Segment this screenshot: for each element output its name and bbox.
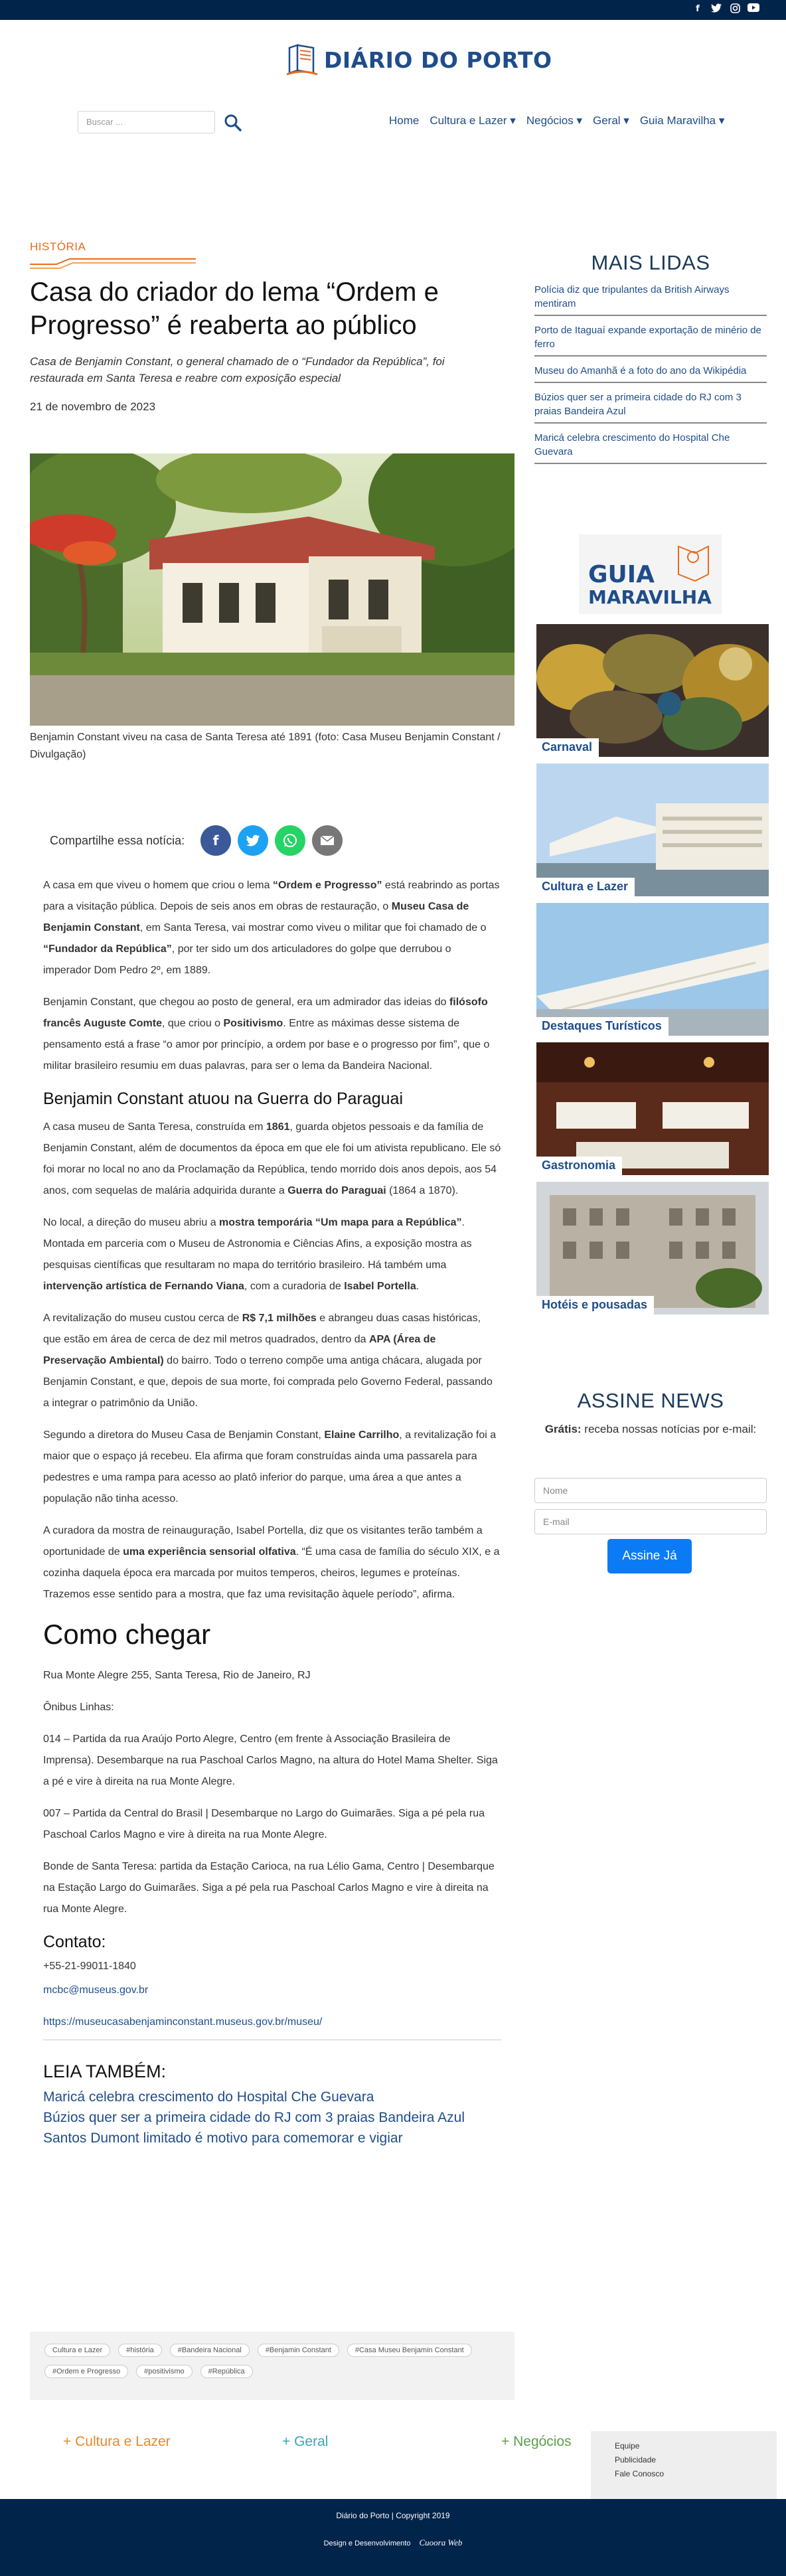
tag[interactable]: #República <box>200 2365 253 2378</box>
share-whatsapp-icon[interactable] <box>275 825 305 856</box>
search-icon[interactable] <box>222 113 244 133</box>
tag[interactable]: #história <box>118 2344 162 2357</box>
main-nav <box>389 114 724 127</box>
mais-lidas-heading: MAIS LIDAS <box>591 251 710 274</box>
newsletter-email-input[interactable]: E-mail <box>534 1509 767 1534</box>
instagram-icon[interactable] <box>729 3 741 15</box>
footer-link-geral[interactable]: + Geral <box>282 2434 329 2449</box>
guia-card-cultura-lazer[interactable] <box>536 764 769 896</box>
guia-card-label: Cultura e Lazer <box>536 878 635 896</box>
bonde-info: Bonde de Santa Teresa: partida da Estação Carioca, na rua Lélio Gama, Centro | Desembarque na Estação Largo do Guimarães. Siga a pé pela rua Paschoal Carlos Magno e vire à direita na rua Monte Alegre. <box>43 1861 495 1915</box>
nav-item-cultura-lazer[interactable]: Cultura e Lazer ▾ <box>430 114 516 127</box>
developer-credit: Design e Desenvolvimento Cuoora Web <box>323 2537 463 2547</box>
guia-card-label: Gastronomia <box>536 1157 622 1175</box>
related-article-link[interactable]: Maricá celebra crescimento do Hospital Che Guevara <box>43 2089 374 2105</box>
museum-website-link[interactable]: https://museucasabenjaminconstant.museus.gov.br/museu/ <box>43 2016 323 2028</box>
facebook-icon[interactable]: f <box>696 4 700 14</box>
guia-maravilha-logo[interactable] <box>579 534 722 614</box>
site-name: DIÁRIO DO PORTO <box>324 46 552 73</box>
bus-line-007: 007 – Partida da Central do Brasil | Desembarque no Largo do Guimarães. Siga a pé pela rua Paschoal Carlos Magno e vire à direita na rua Monte Alegre. <box>43 1808 485 1840</box>
nav-item-negocios[interactable]: Negócios ▾ <box>526 114 582 127</box>
paragraph: A casa museu de Santa Teresa, construída em 1861, guarda objetos pessoais e da família de Benjamin Constant, além de documentos da época em que ele foi um ativista republicano. Ele só foi morar no local no ano da Proclamação da República, tendo morrido dois anos depois, aos 54 anos, com sequelas de malária adquirida durante a Guerra do Paraguai (1864 a 1870). <box>43 1121 501 1196</box>
tags-section <box>30 2332 514 2400</box>
paragraph: A revitalização do museu custou cerca de R$ 7,1 milhões e abrangeu duas casas históricas, que estão em área de cerca de dez mil metros quadrados, dentro da APA (Área de Preservação Ambiental) do bairro. Todo o terreno compõe uma antiga chácara, alugada por Benjamin Constant, e que, depois de sua morte, foi comprada pelo Governo Federal, passando a integrar o patrimônio da União. <box>43 1313 493 1409</box>
article-hero-image <box>30 453 514 726</box>
mais-lidas-list <box>534 281 767 469</box>
bus-lines-label: Ônibus Linhas: <box>43 1702 114 1713</box>
footer-link-equipe[interactable]: Equipe <box>615 2441 640 2451</box>
mais-lidas-item[interactable]: Búzios quer ser a primeira cidade do RJ com 3 praias Bandeira Azul <box>534 388 767 424</box>
article-subtitle: Casa de Benjamin Constant, o general chamado de o “Fundador da República”, foi restaurada em Santa Teresa e reabre com exposição especial <box>30 355 445 384</box>
tag[interactable]: #Benjamin Constant <box>258 2344 339 2357</box>
article-date: 21 de novembro de 2023 <box>30 400 156 413</box>
leia-tambem-heading: LEIA TAMBÉM: <box>43 2061 167 2081</box>
site-logo[interactable] <box>285 41 552 78</box>
image-caption: Benjamin Constant viveu na casa de Santa Teresa até 1891 (foto: Casa Museu Benjamin Constant / Divulgação) <box>30 732 501 760</box>
assine-news-heading: ASSINE NEWS <box>577 1389 724 1412</box>
footer-info-box <box>591 2431 777 2499</box>
contact-phone: +55-21-99011-1840 <box>43 1961 136 1972</box>
mais-lidas-item[interactable]: Porto de Itaguaí expande exportação de minério de ferro <box>534 321 767 357</box>
footer-link-negocios[interactable]: + Negócios <box>501 2434 572 2449</box>
paragraph: Segundo a diretora do Museu Casa de Benjamin Constant, Elaine Carrilho, a revitalização foi a maior que o espaço já recebeu. Ela afirma que foram construídas ainda uma passarela para pedestres e uma rampa para acesso ao platô inferior do parque, uma área a que antes a população não tinha acesso. <box>43 1429 497 1504</box>
share-email-icon[interactable] <box>312 825 343 856</box>
youtube-icon[interactable] <box>747 3 759 15</box>
footer-link-publicidade[interactable]: Publicidade <box>615 2455 657 2464</box>
article-body <box>43 875 501 2148</box>
svg-text:GUIA: GUIA <box>588 561 655 588</box>
paragraph: No local, a direção do museu abriu a mostra temporária “Um mapa para a República”. Montada em parceria com o Museu de Astronomia e Ciências Afins, a exposição mostra as pesquisas científicas que resultaram no mapa do território brasileiro. Há também uma intervenção artística de Fernando Viana, com a curadoria de Isabel Portella. <box>43 1217 472 1292</box>
mais-lidas-item[interactable]: Maricá celebra crescimento do Hospital Che Guevara <box>534 429 767 464</box>
guia-card-label: Hotéis e pousadas <box>536 1296 654 1315</box>
paragraph: A casa em que viveu o homem que criou o lema “Ordem e Progresso” está reabrindo as portas para a visitação pública. Depois de seis anos em obras de restauração, o Museu Casa de Benjamin Constant, em Santa Teresa, vai mostrar como viveu o militar que foi chamado de o “Fundador da República”, por ter sido um dos articuladores do golpe que derrubou o imperador Dom Pedro 2º, em 1889. <box>43 880 500 976</box>
contato-heading: Contato: <box>43 1933 106 1951</box>
tag[interactable]: #positivismo <box>136 2365 193 2378</box>
guia-card-destaques-turisticos[interactable] <box>536 903 769 1036</box>
como-chegar-heading: Como chegar <box>43 1619 211 1650</box>
top-social-bar <box>0 0 786 20</box>
copyright: Diário do Porto | Copyright 2019 <box>336 2511 450 2520</box>
paragraph: A curadora da mostra de reinauguração, Isabel Portella, diz que os visitantes terão também a oportunidade de uma experiência sensorial olfativa. “É uma casa de família do século XIX, e a cozinha daquela época era marcada por muitos temperos, cheiros, legumes e proteínas. Trazemos esse sentido para a mostra, que faz uma revisitação àquele período”, afirma. <box>43 1525 500 1600</box>
mais-lidas-item[interactable]: Museu do Amanhã é a foto do ano da Wikipédia <box>534 362 767 383</box>
search-input[interactable]: Buscar ... <box>78 111 215 133</box>
svg-text:MARAVILHA: MARAVILHA <box>588 586 712 608</box>
nav-item-guia-maravilha[interactable]: Guia Maravilha ▾ <box>639 114 725 127</box>
guia-card-gastronomia[interactable] <box>536 1042 769 1175</box>
tag[interactable]: Cultura e Lazer <box>44 2344 110 2357</box>
newsletter-name-input[interactable]: Nome <box>534 1478 767 1503</box>
share-twitter-icon[interactable] <box>238 825 268 856</box>
address: Rua Monte Alegre 255, Santa Teresa, Rio de Janeiro, RJ <box>43 1670 311 1681</box>
leia-tambem <box>43 2060 501 2148</box>
guia-card-hoteis-pousadas[interactable] <box>536 1182 769 1315</box>
assine-news-description: Grátis: receba nossas notícias por e-mail: <box>544 1423 757 1435</box>
section-heading: Benjamin Constant atuou na Guerra do Paraguai <box>43 1089 404 1108</box>
nav-item-geral[interactable]: Geral ▾ <box>592 114 629 127</box>
bus-line-014: 014 – Partida da rua Araújo Porto Alegre, Centro (em frente à Associação Brasileira de Imprensa). Desembarque na rua Paschoal Carlos Magno, na altura do Hotel Mama Shelter. Siga a pé e vire à direita na rua Monte Alegre. <box>43 1733 498 1787</box>
guia-card-carnaval[interactable] <box>536 624 769 757</box>
site-footer <box>0 2499 786 2576</box>
article-category[interactable]: HISTÓRIA <box>30 240 86 253</box>
guia-card-label: Destaques Turísticos <box>536 1017 668 1036</box>
footer-link-fale-conosco[interactable]: Fale Conosco <box>615 2469 665 2478</box>
related-article-link[interactable]: Búzios quer ser a primeira cidade do RJ com 3 praias Bandeira Azul <box>43 2110 465 2125</box>
share-label: Compartilhe essa notícia: <box>50 833 185 847</box>
related-article-link[interactable]: Santos Dumont limitado é motivo para comemorar e vigiar <box>43 2131 403 2146</box>
category-decoration <box>30 251 196 271</box>
tag[interactable]: #Ordem e Progresso <box>44 2365 128 2378</box>
share-bar <box>50 825 343 856</box>
contact-email-link[interactable]: mcbc@museus.gov.br <box>43 1984 149 1996</box>
logo-book-icon <box>285 41 319 78</box>
footer-link-cultura-lazer[interactable]: + Cultura e Lazer <box>63 2434 171 2449</box>
paragraph: Benjamin Constant, que chegou ao posto de general, era um admirador das ideias do filósofo francês Auguste Comte, que criou o Positivismo. Entre as máximas desse sistema de pensamento está a frase “o amor por princípio, a ordem por base e o progresso por fim”, que o militar brasileiro resumiu em duas palavras, para ser o lema da Bandeira Nacional. <box>43 997 490 1072</box>
nav-item-home[interactable]: Home <box>389 114 420 127</box>
social-icons <box>692 3 759 15</box>
tag[interactable]: #Bandeira Nacional <box>170 2344 250 2357</box>
mais-lidas-item[interactable]: Polícia diz que tripulantes da British Airways mentiram <box>534 281 767 316</box>
developer-logo[interactable]: Cuoora Web <box>419 2537 463 2547</box>
article-title: Casa do criador do lema “Ordem e Progresso” é reaberta ao público <box>30 278 439 340</box>
subscribe-button[interactable]: Assine Já <box>607 1539 692 1573</box>
twitter-icon[interactable] <box>710 3 722 15</box>
share-facebook-icon[interactable]: f <box>200 825 231 856</box>
guia-card-label: Carnaval <box>536 738 599 757</box>
tag[interactable]: #Casa Museu Benjamin Constant <box>347 2344 472 2357</box>
